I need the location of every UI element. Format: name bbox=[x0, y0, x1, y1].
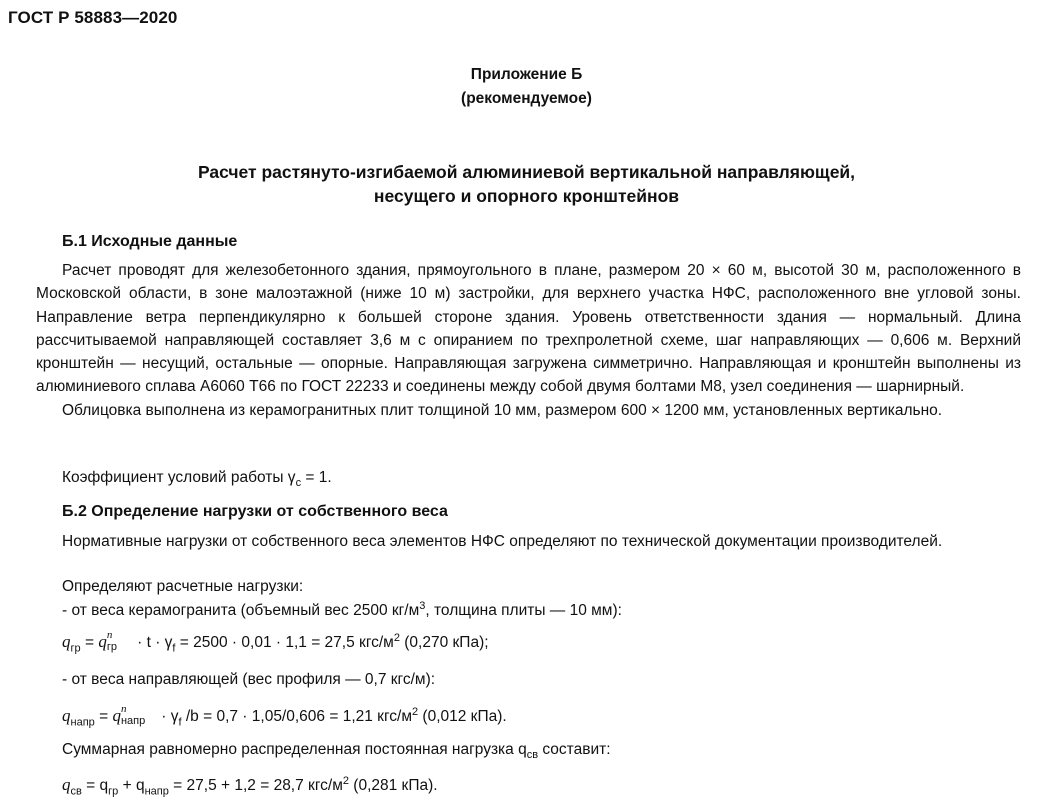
formula-q-sv-plus-sub: напр bbox=[144, 785, 169, 798]
formula-q-sv-lhs: q bbox=[62, 775, 71, 795]
formula-q-gr-rest: · t · γ bbox=[132, 634, 173, 652]
formula-q-gr-q: q bbox=[98, 632, 107, 652]
list-item-ceramic-text: - от веса керамогранита (объемный вес 2500 кг/м bbox=[62, 602, 420, 620]
sum-load-intro: Суммарная равномерно распределенная постоянная нагрузка q bbox=[62, 741, 527, 758]
formula-q-gr-subsup bbox=[106, 629, 133, 654]
formula-q-napr-value-sup: 2 bbox=[411, 706, 419, 718]
section-heading-b2: Б.2 Определение нагрузки от собственного веса bbox=[62, 503, 448, 520]
formula-q-gr-lhs-sub: гр bbox=[70, 642, 81, 655]
formula-q-sv-value-sup: 2 bbox=[342, 775, 349, 787]
list-item-ceramic-sup: 3 bbox=[419, 600, 426, 612]
formula-q-sv-mid-sub: гр bbox=[108, 785, 119, 798]
formula-q-gr-eq: = bbox=[80, 634, 99, 652]
section-b1-body bbox=[36, 259, 1021, 422]
formula-q-napr-eq: = bbox=[94, 708, 113, 726]
section-b2-paragraph-1: Нормативные нагрузки от собственного веса элементов НФС определяют по технической документации производителей. bbox=[62, 533, 943, 550]
formula-q-sv bbox=[62, 775, 438, 797]
document-title-line-2: несущего и опорного кронштейнов bbox=[373, 186, 680, 206]
sum-load-sub: св bbox=[526, 749, 539, 762]
sum-load-text bbox=[62, 741, 611, 761]
work-coefficient-text: Коэффициент условий работы γ bbox=[62, 469, 296, 486]
formula-q-napr-lhs-sub: напр bbox=[70, 716, 95, 729]
list-item-guide-weight: - от веса направляющей (вес профиля — 0,7 кгс/м): bbox=[62, 671, 436, 688]
formula-q-sv-mid: = q bbox=[81, 777, 109, 795]
work-coefficient-sub: c bbox=[295, 477, 302, 490]
formula-q-gr-sup-n: n bbox=[106, 629, 113, 642]
formula-q-napr-subsup bbox=[120, 703, 157, 728]
section-b1-paragraph-2: Облицовка выполнена из керамогранитных плит толщиной 10 мм, размером 600 × 1200 мм, установленных вертикально. bbox=[62, 401, 943, 419]
formula-q-napr-b: /b bbox=[181, 708, 199, 726]
work-coefficient-value: = 1. bbox=[301, 469, 332, 486]
section-b1-paragraph-1: Расчет проводят для железобетонного здания, прямоугольного в плане, размером 20 × 60 м, высотой 30 м, расположенного в Московской области, в зоне малоэтажной (ниже 10 м) застройки, для верхнего участка НФС, расположенного вне угловой зоны. Направление ветра перпендикулярно к большей стороне здания. Уровень ответственности здания — нормальный. Длина рассчитываемой направляющей составляет 3,6 м с опиранием по трехпролетной схеме, шаг направляющих — 0,606 м. Верхний кронштейн — несущий, остальные — опорные. Направляющая загружена симметрично. Направляющая и кронштейн выполнены из алюминиевого сплава А6060 Т66 по ГОСТ 22233 и соединены между собой двумя болтами М8, узел соединения — шарнирный. bbox=[36, 262, 1021, 396]
formula-q-napr-value: = 0,7 · 1,05/0,606 = 1,21 кгс/м bbox=[198, 708, 412, 726]
formula-q-gr-sub-gr: гр bbox=[106, 641, 117, 654]
document-title-line-1: Расчет растянуто-изгибаемой алюминиевой вертикальной направляющей, bbox=[197, 162, 856, 182]
formula-q-napr-q: q bbox=[112, 706, 121, 726]
calc-intro: Определяют расчетные нагрузки: bbox=[62, 578, 304, 595]
section-heading-b1: Б.1 Исходные данные bbox=[62, 233, 238, 250]
formula-q-gr bbox=[62, 629, 489, 655]
formula-q-napr bbox=[62, 703, 507, 729]
formula-q-napr-gamma-sub: f bbox=[178, 716, 182, 729]
formula-q-napr-sup-n: n bbox=[120, 703, 127, 716]
formula-q-napr-sub-napr: напр bbox=[120, 715, 146, 728]
formula-q-sv-kpa: (0,281 кПа). bbox=[348, 777, 438, 795]
formula-q-gr-value: = 2500 · 0,01 · 1,1 = 27,5 кгс/м bbox=[175, 634, 394, 652]
sum-load-end: составит: bbox=[538, 741, 611, 758]
formula-q-sv-value: = 27,5 + 1,2 = 28,7 кгс/м bbox=[168, 777, 343, 795]
list-item-ceramic-weight bbox=[62, 600, 622, 620]
formula-q-napr-rest: · γ bbox=[156, 708, 179, 726]
formula-q-gr-gamma-sub: f bbox=[172, 642, 176, 655]
work-coefficient-line bbox=[62, 469, 332, 489]
document-header: ГОСТ Р 58883—2020 bbox=[8, 8, 178, 27]
formula-q-gr-value-sup: 2 bbox=[393, 632, 400, 644]
formula-q-gr-kpa: (0,270 кПа); bbox=[399, 634, 489, 652]
formula-q-sv-plus: + q bbox=[118, 777, 145, 795]
formula-q-sv-lhs-sub: св bbox=[70, 785, 82, 798]
formula-q-napr-lhs: q bbox=[62, 706, 71, 726]
formula-q-napr-kpa: (0,012 кПа). bbox=[418, 708, 507, 726]
formula-q-gr-lhs: q bbox=[62, 632, 71, 652]
list-item-ceramic-end: , толщина плиты — 10 мм): bbox=[425, 602, 622, 620]
appendix-title: Приложение Б bbox=[470, 66, 583, 83]
appendix-subtitle: (рекомендуемое) bbox=[461, 90, 592, 107]
